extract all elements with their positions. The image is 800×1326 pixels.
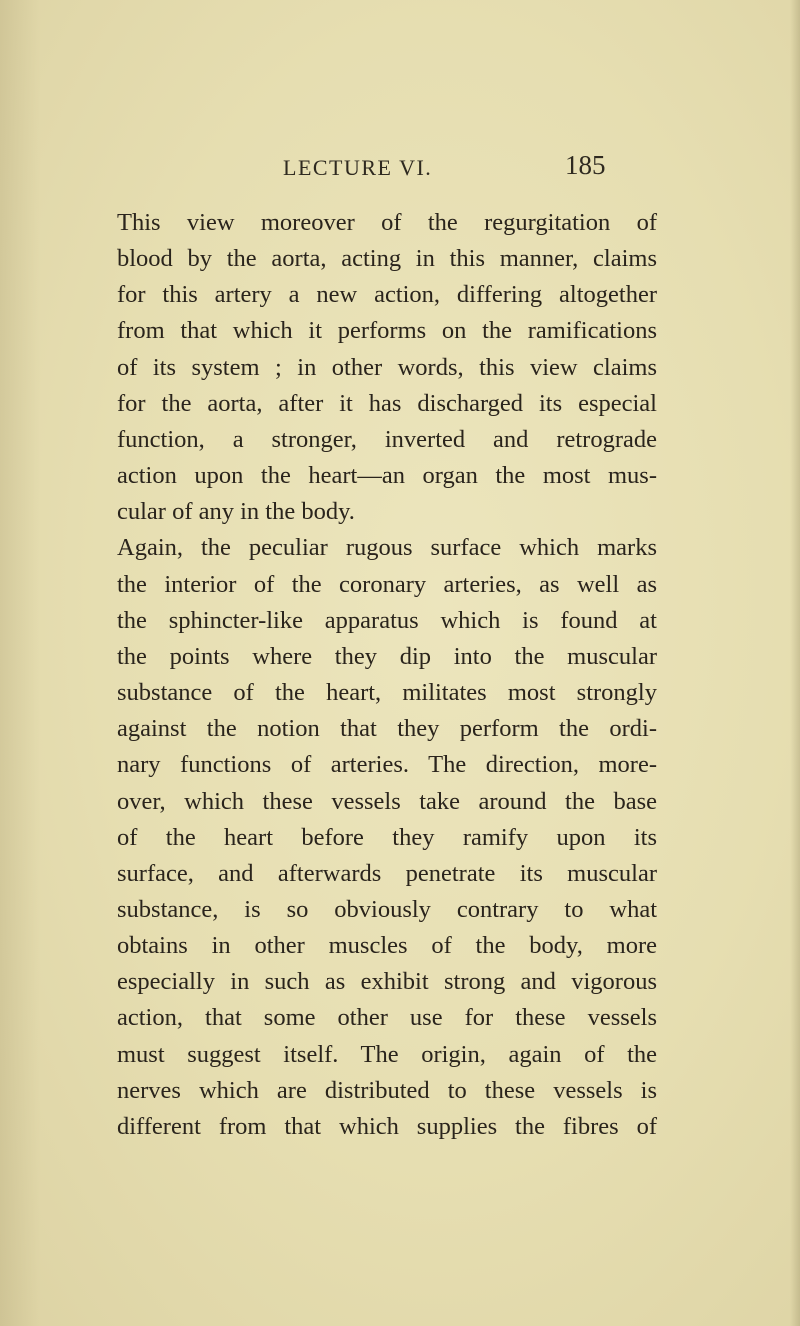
page-number: 185 bbox=[565, 150, 606, 180]
text-line: function, a stronger, inverted and retrograde bbox=[117, 425, 657, 453]
text-line: especially in such as exhibit strong and vigorous bbox=[117, 968, 657, 996]
text-line: This view moreover of the regurgitation of bbox=[117, 209, 657, 236]
text-line: of its system ; in other words, this view claims bbox=[117, 353, 657, 381]
text-line: different from that which supplies the fibres of bbox=[117, 1112, 657, 1140]
text-line: the interior of the coronary arteries, as well as bbox=[117, 570, 657, 598]
text-line: nary functions of arteries. The direction, more- bbox=[117, 751, 657, 779]
text-line: for the aorta, after it has discharged its especial bbox=[117, 389, 657, 417]
page-edge-right bbox=[790, 0, 800, 1326]
body-text bbox=[117, 205, 657, 1145]
text-line: the points where they dip into the muscular bbox=[117, 642, 657, 670]
running-head: LECTURE VI. bbox=[283, 155, 433, 180]
text-line: over, which these vessels take around the base bbox=[117, 787, 657, 815]
text-line: blood by the aorta, acting in this manner, claims bbox=[117, 245, 657, 273]
text-line: cular of any in the body. bbox=[117, 498, 355, 526]
text-line: must suggest itself. The origin, again of the bbox=[117, 1040, 657, 1068]
text-line: from that which it performs on the ramifications bbox=[117, 317, 657, 345]
page-shadow-left bbox=[0, 0, 40, 1326]
text-line: Again, the peculiar rugous surface which marks bbox=[117, 534, 657, 562]
text-line: nerves which are distributed to these vessels is bbox=[117, 1076, 657, 1104]
text-line: the sphincter-like apparatus which is found at bbox=[117, 606, 657, 634]
text-line: for this artery a new action, differing altogether bbox=[117, 281, 657, 309]
text-line: obtains in other muscles of the body, more bbox=[117, 932, 657, 960]
text-line: substance, is so obviously contrary to what bbox=[117, 895, 657, 923]
text-line: against the notion that they perform the ordi- bbox=[117, 715, 657, 743]
text-line: substance of the heart, militates most strongly bbox=[117, 679, 657, 707]
text-line: surface, and afterwards penetrate its muscular bbox=[117, 859, 657, 887]
text-line: action upon the heart—an organ the most mus- bbox=[117, 462, 657, 490]
text-line: action, that some other use for these vessels bbox=[117, 1004, 657, 1032]
text-line: of the heart before they ramify upon its bbox=[117, 823, 657, 851]
